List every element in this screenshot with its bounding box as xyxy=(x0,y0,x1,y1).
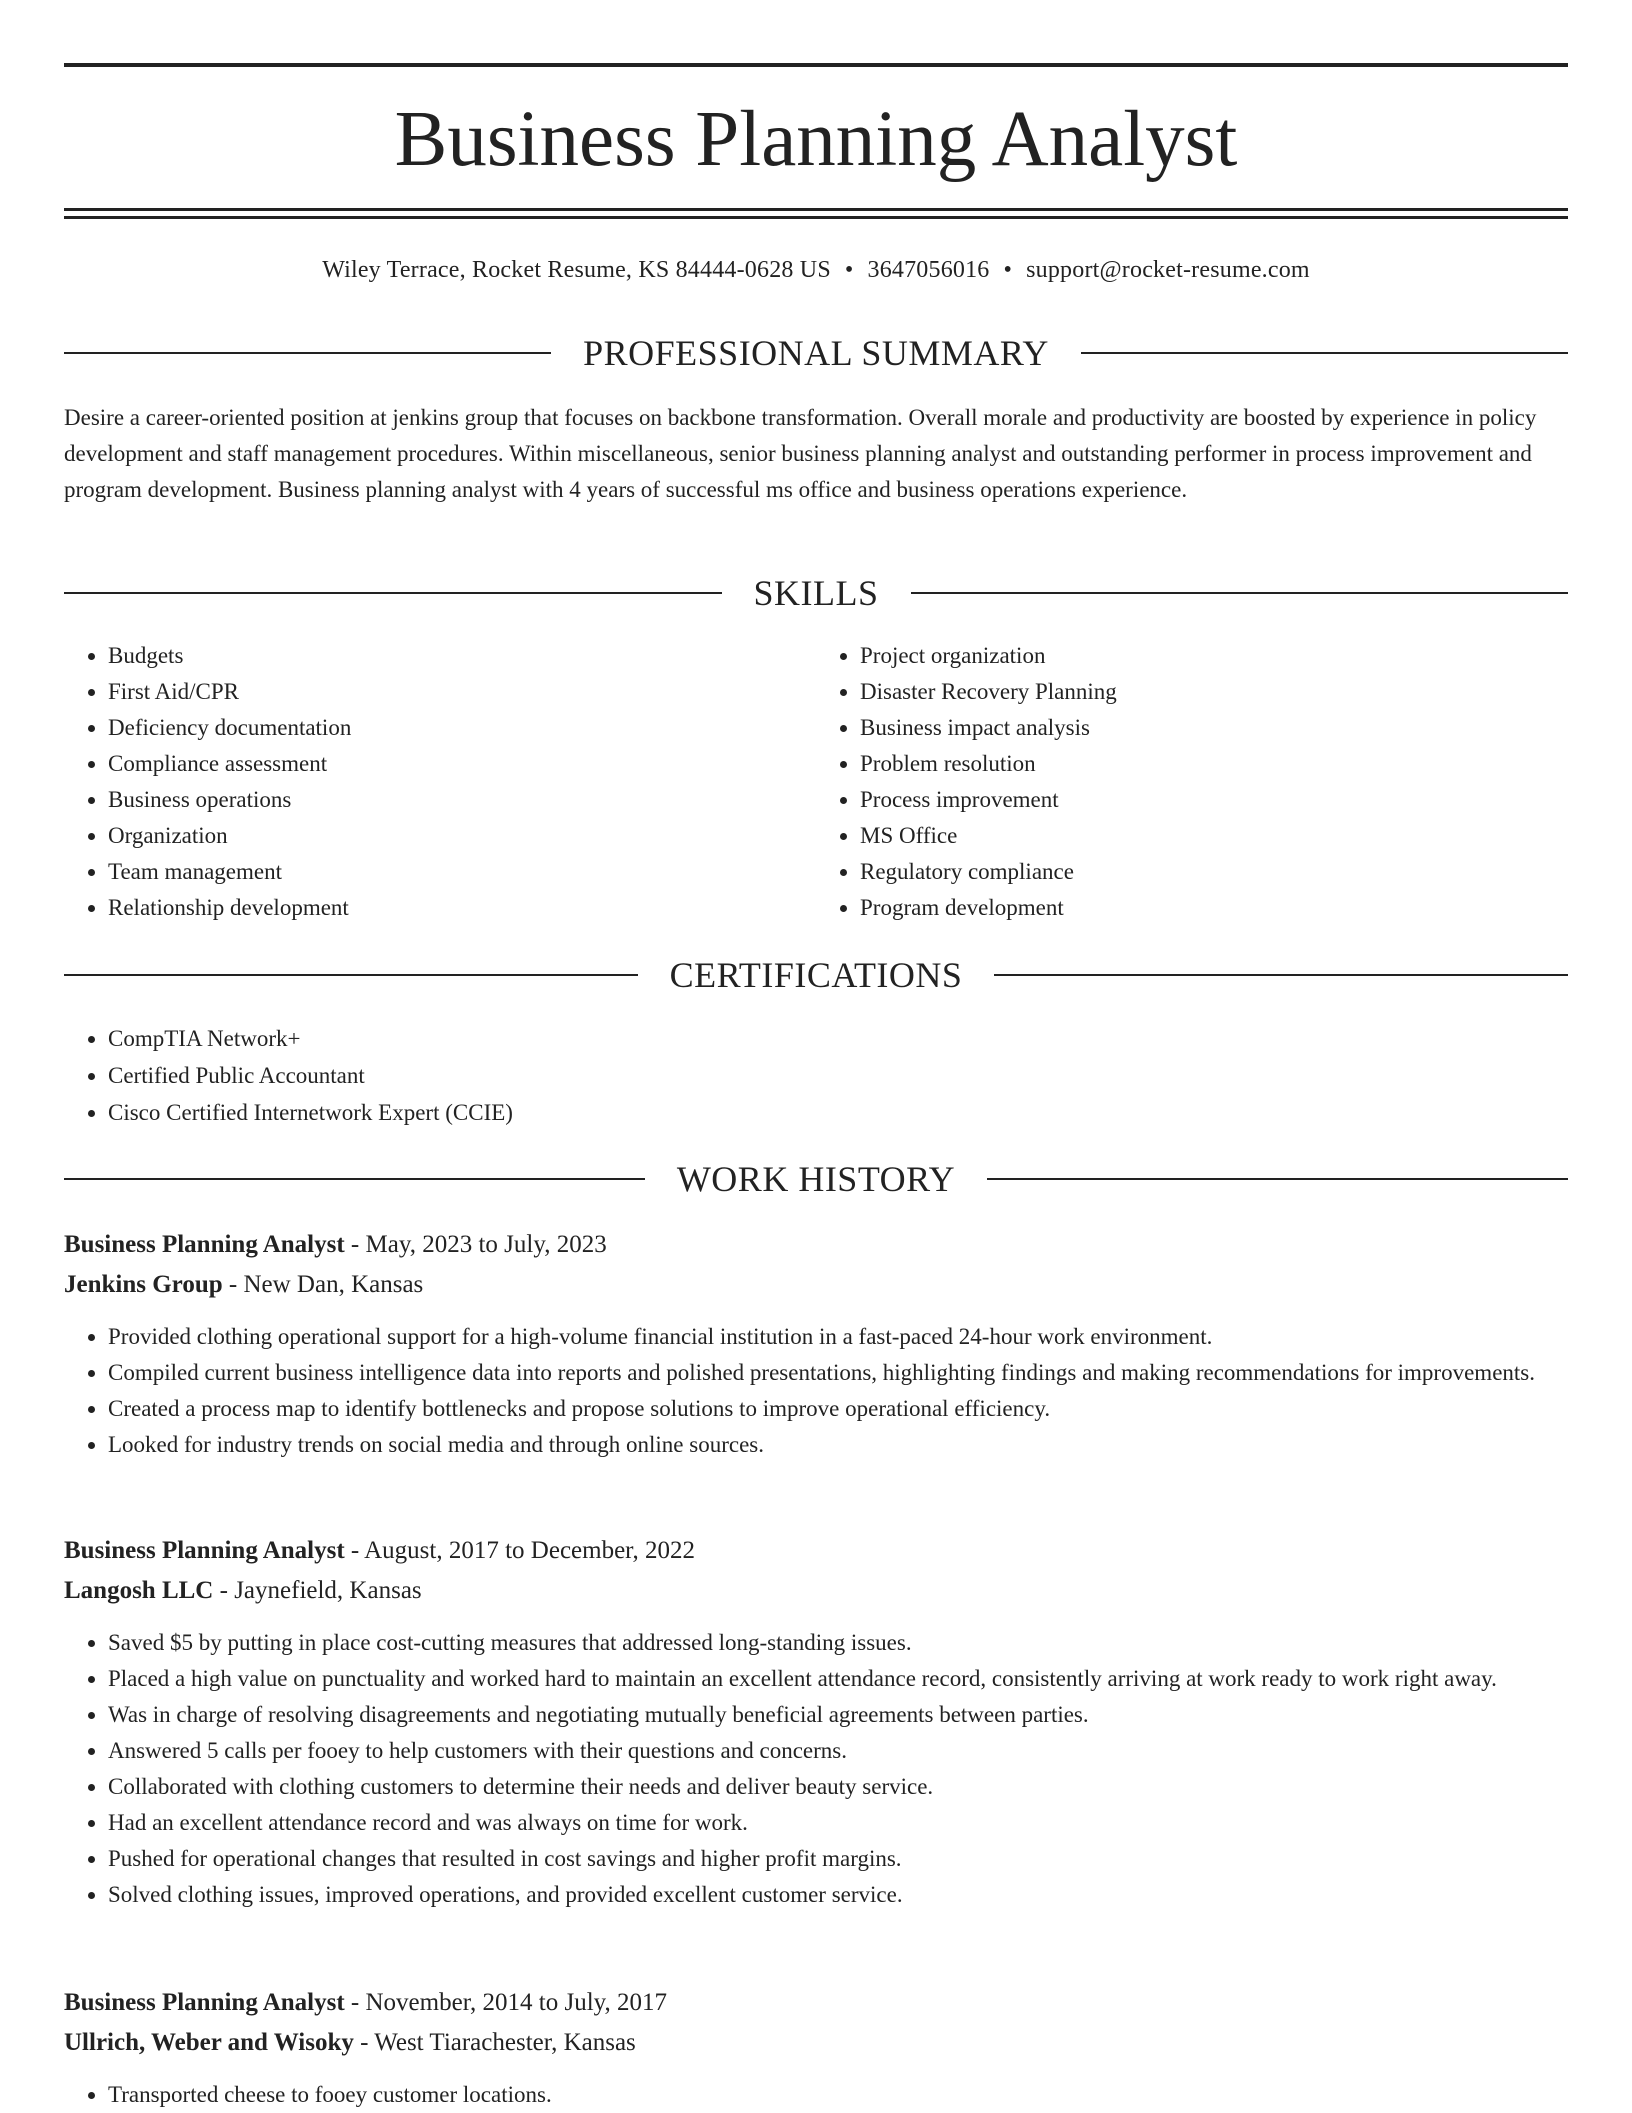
section-header-work-history xyxy=(64,1157,1568,1201)
job-bullet: • Transported cheese to fooey customer locations. xyxy=(108,2077,1568,2113)
page-title: Business Planning Analyst xyxy=(394,96,1238,183)
job-title-line xyxy=(64,1983,1568,2023)
certification-item: • CompTIA Network+ xyxy=(108,1020,1568,1057)
section-rule xyxy=(64,974,638,976)
job-title: Business Planning Analyst xyxy=(64,1231,345,1258)
job-bullet: • Placed a high value on punctuality and worked hard to maintain an excellent attendance record, consistently arriving at work ready to work right away. xyxy=(108,1661,1568,1697)
job-bullet: • Saved $5 by putting in place cost-cutting measures that addressed long-standing issues. xyxy=(108,1625,1568,1661)
section-title: SKILLS xyxy=(753,573,879,613)
skill-item: • Project organization xyxy=(860,638,1568,674)
title-bottom-rule xyxy=(64,208,1568,211)
job-bullets xyxy=(64,2077,1568,2113)
contact-email[interactable]: support@rocket-resume.com xyxy=(1026,257,1310,283)
skill-item: • Regulatory compliance xyxy=(860,854,1568,890)
skill-item: • Business operations xyxy=(108,782,816,818)
job-dates: - November, 2014 to July, 2017 xyxy=(344,1989,668,2016)
section-title: WORK HISTORY xyxy=(676,1159,956,1199)
job-bullet: • Pushed for operational changes that resulted in cost savings and higher profit margins. xyxy=(108,1841,1568,1877)
title-block xyxy=(64,63,1568,219)
section-rule xyxy=(64,1178,645,1180)
section-header-summary xyxy=(64,331,1568,375)
section-header-skills xyxy=(64,571,1568,615)
summary-text: Desire a career-oriented position at jenkins group that focuses on backbone transformation. Overall morale and productivity are boosted by experience in policy development and staff management procedures. Within miscellaneous, senior business planning analyst and outstanding performer in process improvement and program development. Business planning analyst with 4 years of successful ms office and business operations experience. xyxy=(64,405,1537,502)
title-top-rule xyxy=(64,63,1568,67)
job-entry xyxy=(64,1983,1568,2113)
skill-item: • Deficiency documentation xyxy=(108,710,816,746)
job-company-line xyxy=(64,2023,1568,2063)
skill-item: • Process improvement xyxy=(860,782,1568,818)
job-dates: - August, 2017 to December, 2022 xyxy=(344,1537,696,1564)
job-location: - Jaynefield, Kansas xyxy=(213,1577,422,1604)
skills-column-right xyxy=(816,638,1568,926)
section-header-certifications xyxy=(64,953,1568,997)
title-bottom-rule-second xyxy=(64,216,1568,219)
job-bullet: • Solved clothing issues, improved operations, and provided excellent customer service. xyxy=(108,1877,1568,1913)
skill-item: • Problem resolution xyxy=(860,746,1568,782)
section-rule xyxy=(64,352,551,354)
job-location: - West Tiarachester, Kansas xyxy=(353,2029,636,2056)
skill-item: • MS Office xyxy=(860,818,1568,854)
job-bullet: • Provided clothing operational support for a high-volume financial institution in a fast-paced 24-hour work environment. xyxy=(108,1319,1568,1355)
job-bullet: • Collaborated with clothing customers to determine their needs and deliver beauty service. xyxy=(108,1769,1568,1805)
skills-list xyxy=(64,638,1568,926)
job-title: Business Planning Analyst xyxy=(64,1989,345,2016)
job-bullet: • Had an excellent attendance record and was always on time for work. xyxy=(108,1805,1568,1841)
skill-item: • Disaster Recovery Planning xyxy=(860,674,1568,710)
job-bullet: • Looked for industry trends on social media and through online sources. xyxy=(108,1427,1568,1463)
section-rule xyxy=(64,592,722,594)
job-company: Ullrich, Weber and Wisoky xyxy=(64,2029,354,2056)
job-location: - New Dan, Kansas xyxy=(222,1271,424,1298)
skill-item: • Budgets xyxy=(108,638,816,674)
job-bullet: • Answered 5 calls per fooey to help customers with their questions and concerns. xyxy=(108,1733,1568,1769)
job-company-line xyxy=(64,1571,1568,1611)
section-rule xyxy=(987,1178,1568,1180)
certifications-list xyxy=(64,1020,1568,1131)
job-dates: - May, 2023 to July, 2023 xyxy=(344,1231,607,1258)
section-title: PROFESSIONAL SUMMARY xyxy=(583,333,1049,373)
job-title-line xyxy=(64,1225,1568,1265)
section-rule xyxy=(994,974,1568,976)
job-bullet: • Compiled current business intelligence data into reports and polished presentations, highlighting findings and making recommendations for improvements. xyxy=(108,1355,1568,1391)
section-title: CERTIFICATIONS xyxy=(669,955,963,995)
section-rule xyxy=(1081,352,1568,354)
certification-item: • Cisco Certified Internetwork Expert (CCIE) xyxy=(108,1094,1568,1131)
contact-separator: • xyxy=(1003,257,1013,283)
job-entry xyxy=(64,1225,1568,1463)
contact-separator: • xyxy=(844,257,854,283)
certification-item: • Certified Public Accountant xyxy=(108,1057,1568,1094)
job-bullets xyxy=(64,1319,1568,1463)
skill-item: • First Aid/CPR xyxy=(108,674,816,710)
job-company: Langosh LLC xyxy=(64,1577,214,1604)
skill-item: • Program development xyxy=(860,890,1568,926)
skill-item: • Business impact analysis xyxy=(860,710,1568,746)
section-rule xyxy=(911,592,1569,594)
contact-phone[interactable]: 3647056016 xyxy=(867,257,990,283)
skills-column-left xyxy=(64,638,816,926)
skill-item: • Team management xyxy=(108,854,816,890)
contact-line xyxy=(64,254,1568,286)
skill-item: • Compliance assessment xyxy=(108,746,816,782)
job-bullet: • Was in charge of resolving disagreements and negotiating mutually beneficial agreements between parties. xyxy=(108,1697,1568,1733)
job-bullets xyxy=(64,1625,1568,1913)
job-bullet: • Created a process map to identify bottlenecks and propose solutions to improve operational efficiency. xyxy=(108,1391,1568,1427)
job-company-line xyxy=(64,1265,1568,1305)
job-company: Jenkins Group xyxy=(64,1271,223,1298)
skill-item: • Relationship development xyxy=(108,890,816,926)
skill-item: • Organization xyxy=(108,818,816,854)
job-title-line xyxy=(64,1531,1568,1571)
job-entry xyxy=(64,1531,1568,1913)
job-title: Business Planning Analyst xyxy=(64,1537,345,1564)
contact-address: Wiley Terrace, Rocket Resume, KS 84444-0628 US xyxy=(322,257,831,283)
